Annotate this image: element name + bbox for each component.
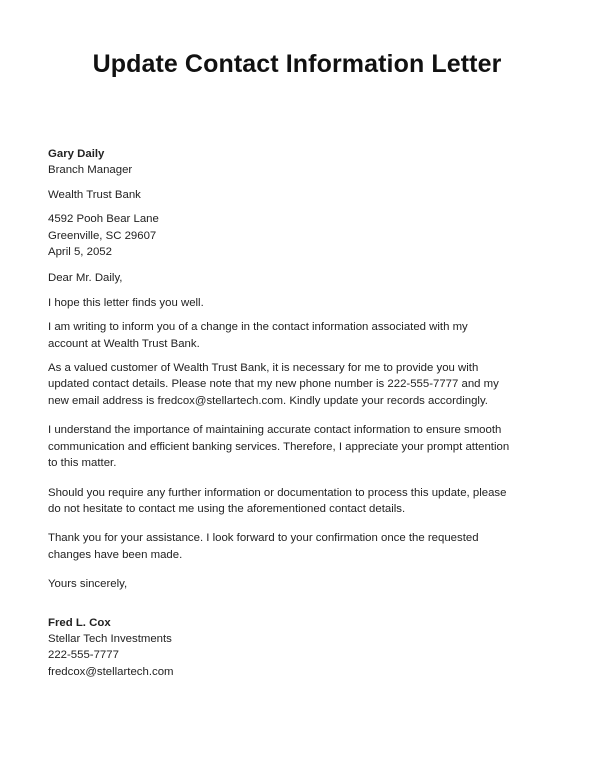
closing: Yours sincerely,: [48, 578, 128, 591]
paragraph-1: I hope this letter finds you well.: [48, 296, 204, 309]
paragraph-line: to this matter.: [48, 457, 117, 470]
recipient-name: Gary Daily: [48, 148, 105, 160]
letter-body: [48, 146, 548, 680]
paragraph-line: do not hesitate to contact me using the aforementioned contact details.: [48, 502, 406, 515]
letter-date: April 5, 2052: [48, 246, 112, 259]
paragraph-line: Should you require any further information or documentation to process this update, please: [48, 486, 507, 499]
recipient-address-line2: Greenville, SC 29607: [48, 229, 157, 242]
paragraph-line: I understand the importance of maintaining accurate contact information to ensure smooth: [48, 424, 502, 437]
salutation: Dear Mr. Daily,: [48, 272, 123, 285]
paragraph-4: [48, 422, 548, 471]
paragraph-2: [48, 319, 548, 352]
sender-name: Fred L. Cox: [48, 616, 111, 629]
sender-email: fredcox@stellartech.com: [48, 665, 174, 678]
paragraph-3: [48, 360, 548, 409]
paragraph-line: account at Wealth Trust Bank.: [48, 337, 200, 350]
paragraph-line: As a valued customer of Wealth Trust Bank, it is necessary for me to provide you with: [48, 362, 479, 375]
paragraph-line: new email address is fredcox@stellartech.com. Kindly update your records accordingly.: [48, 394, 488, 407]
recipient-address-line1: 4592 Pooh Bear Lane: [48, 213, 159, 226]
page-title: Update Contact Information Letter: [92, 50, 502, 78]
paragraph-line: Thank you for your assistance. I look forward to your confirmation once the requested: [48, 532, 479, 545]
sender-company: Stellar Tech Investments: [48, 632, 172, 645]
paragraph-line: changes have been made.: [48, 548, 183, 561]
paragraph-5: [48, 485, 548, 518]
paragraph-line: communication and efficient banking services. Therefore, I appreciate your prompt attention: [48, 440, 510, 453]
recipient-company: Wealth Trust Bank: [48, 188, 141, 201]
sender-phone: 222-555-7777: [48, 649, 119, 662]
paragraph-6: [48, 530, 548, 563]
paragraph-line: I am writing to inform you of a change in the contact information associated with my: [48, 321, 468, 334]
paragraph-line: updated contact details. Please note that my new phone number is 222-555-7777 and my: [48, 378, 499, 391]
recipient-position: Branch Manager: [48, 164, 133, 177]
